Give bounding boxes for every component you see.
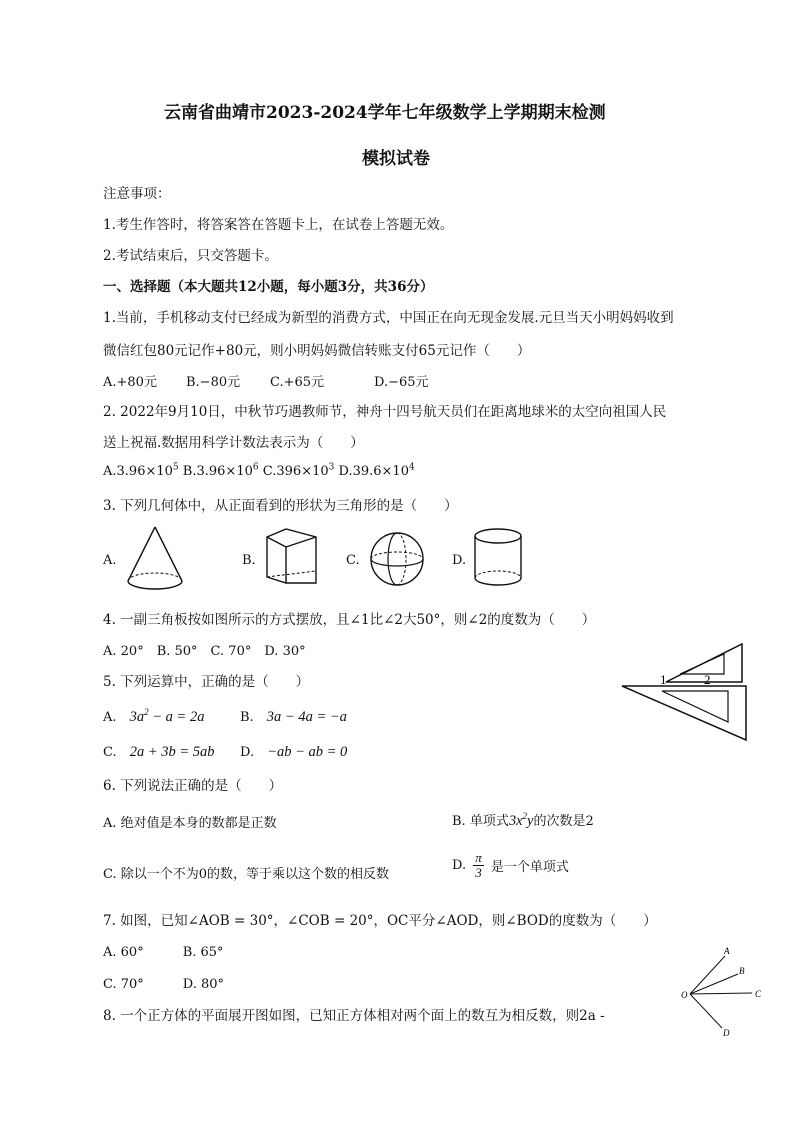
q2-option-b: $B.3.96\times 10^6$ — [182, 463, 259, 480]
q5-line1: 5. 下列运算中，正确的是（ ） — [103, 674, 310, 690]
q6-line1: 6. 下列说法正确的是（ ） — [103, 778, 283, 794]
sphere-figure — [369, 531, 425, 587]
q3-option-b-label: B. — [242, 553, 256, 568]
q7-line1: 7. 如图，已知∠AOB = 30°，∠COB = 20°，OC平分∠AOD，则∠BOD的度数为（ ） — [103, 913, 657, 929]
q5-option-c: C. 2a + 3b = 5ab — [103, 744, 215, 760]
cylinder-figure — [472, 527, 524, 589]
q4-options: A. 20° B. 50° C. 70° D. 30° — [103, 644, 306, 659]
page-title: 云南省曲靖市2023-2024学年七年级数学上学期期末检测 — [164, 103, 606, 123]
q3-option-a-label: A. — [103, 553, 117, 568]
q2-option-a: $A.3.96\times 10^5$ — [103, 463, 179, 480]
q3-option-c-label: C. — [346, 553, 360, 568]
q2-line1: 2. 2022年9月10日，中秋节巧遇教师节，神舟十四号航天员们在距离地球米的太空向祖国人民 — [103, 404, 667, 420]
q2-option-d: $D.39.6\times 10^4$ — [338, 463, 415, 480]
q6-option-b: B. 单项式$3x^2y$的次数是2 — [452, 811, 594, 829]
point-o-label: O — [681, 990, 688, 1000]
q3-line1: 3. 下列几何体中，从正面看到的形状为三角形的是（ ） — [103, 498, 458, 514]
q1-option-d: D.−65元 — [374, 375, 429, 390]
cone-figure — [125, 525, 185, 593]
section-heading: 一、选择题（本大题共12小题，每小题3分，共36分） — [103, 279, 434, 295]
set-squares-figure — [620, 642, 748, 744]
page-subtitle: 模拟试卷 — [362, 149, 430, 169]
angle-figure — [680, 946, 770, 1038]
q8-line1: 8. 一个正方体的平面展开图如图，已知正方体相对两个面上的数互为相反数，则2a - — [103, 1008, 605, 1024]
prism-figure — [264, 527, 320, 587]
angle-2-label: 2 — [704, 672, 711, 687]
q2-option-c: $C.396\times 10^3$ — [262, 463, 335, 480]
q2-options — [103, 463, 415, 479]
q6-option-a: A. 绝对值是本身的数都是正数 — [103, 816, 277, 831]
q4-line1: 4. 一副三角板按如图所示的方式摆放，且∠1比∠2大50°，则∠2的度数为（ ） — [103, 612, 596, 628]
q1-line2: 微信红包80元记作+80元，则小明妈妈微信转账支付65元记作（ ） — [103, 343, 531, 359]
q5-option-b: B. 3a − 4a = −a — [240, 709, 347, 725]
point-d-label: D — [723, 1028, 730, 1038]
q1-option-a: A.+80元 — [103, 375, 157, 390]
point-c-label: C — [755, 989, 762, 999]
q3-option-d-label: D. — [452, 553, 467, 568]
q1-option-c: C.+65元 — [270, 375, 325, 390]
q5-option-a: A. $3a^2 - a = 2a$ — [103, 707, 205, 725]
q2-line2: 送上祝福.数据用科学计数法表示为（ ） — [103, 435, 364, 451]
q6-option-d: D. $\frac{\pi}{3}$ 是一个单项式 — [452, 850, 569, 880]
notes-heading: 注意事项： — [103, 186, 171, 202]
q5-option-d: D. −ab − ab = 0 — [240, 744, 348, 760]
q1-line1: 1.当前，手机移动支付已经成为新型的消费方式，中国正在向无现金发展.元旦当天小明妈妈收到 — [103, 310, 674, 326]
notes-item-1: 1.考生作答时，将答案答在答题卡上，在试卷上答题无效。 — [103, 217, 454, 233]
q6-option-c: C. 除以一个不为0的数，等于乘以这个数的相反数 — [103, 867, 390, 882]
q7-options-row1: A. 60° B. 65° — [103, 945, 224, 960]
point-b-label: B — [739, 966, 745, 976]
q7-options-row2: C. 70° D. 80° — [103, 977, 225, 992]
notes-item-2: 2.考试结束后，只交答题卡。 — [103, 248, 278, 264]
angle-1-label: 1 — [660, 672, 667, 687]
point-a-label: A — [724, 946, 730, 956]
q1-option-b: B.−80元 — [186, 375, 241, 390]
